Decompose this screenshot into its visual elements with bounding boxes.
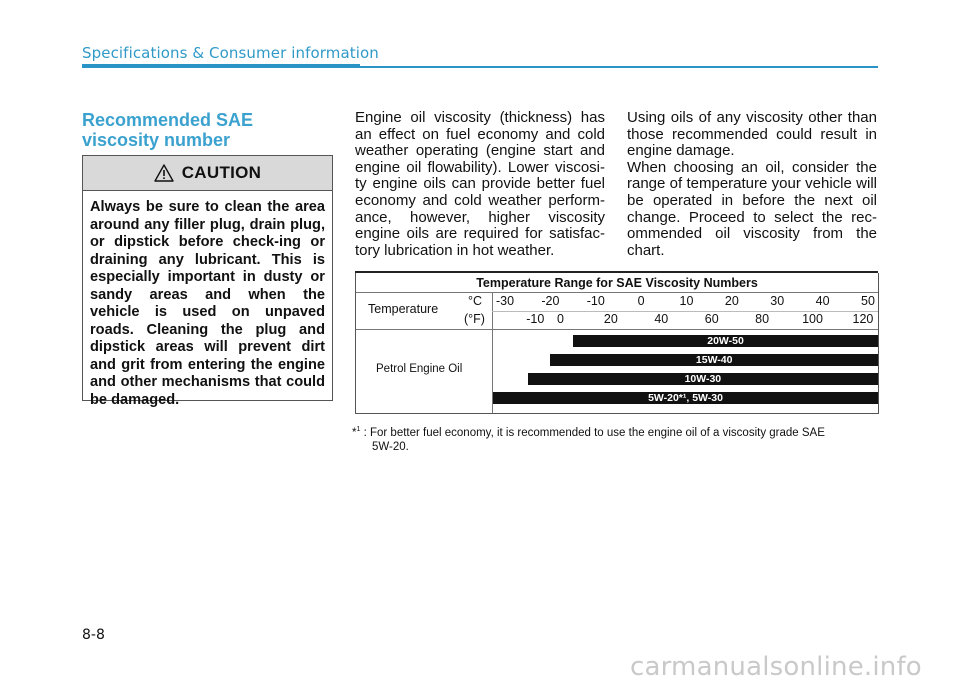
body-column-3-paragraph-2: When choosing an oil, consider the range of temperature your vehicle will be operated in before the next oil change. Proceed to select the rec-ommended oil viscosity from the chart. (627, 158, 877, 259)
fahrenheit-unit: (°F) (464, 312, 485, 326)
fahrenheit-tick-label: 20 (603, 312, 618, 326)
caution-text: Always be sure to clean the area around any filler plug, drain plug, or dipstick before check-ing or draining any lubricant. This is especially important in dusty or sandy areas and when the vehicle is used on unpaved roads. Cleaning the plug and dipstick areas will prevent dirt and grit from entering the engine and other mechanisms that could be damaged. (90, 199, 325, 408)
viscosity-bar: 15W-40 (550, 354, 878, 366)
celsius-tick-label: 0 (637, 294, 645, 308)
fahrenheit-tick-label: 100 (802, 312, 823, 326)
caution-box (82, 155, 333, 408)
celsius-tick-label: -20 (541, 294, 560, 308)
table-row-divider (356, 329, 878, 330)
header-title: Specifications & Consumer information (82, 44, 379, 62)
footnote-marker: * (352, 426, 357, 439)
footnote-superscript: 1 (356, 426, 361, 433)
header-rule-thick (82, 64, 360, 68)
body-column-3-paragraph-1: Using oils of any viscosity other than those recommended could result in engine damage. (627, 109, 877, 160)
header-rule-thin (360, 66, 878, 68)
viscosity-bar: 20W-50 (573, 335, 878, 347)
section-title: Recommended SAE viscosity number (82, 110, 254, 150)
table-title: Temperature Range for SAE Viscosity Numbers (476, 276, 758, 290)
celsius-tick-label: 10 (679, 294, 694, 308)
celsius-tick-label: 20 (724, 294, 739, 308)
celsius-tick-label: 50 (861, 294, 875, 308)
fahrenheit-tick-label: 0 (556, 312, 564, 326)
temperature-label: Temperature (368, 302, 439, 316)
fahrenheit-tick-label: 40 (654, 312, 669, 326)
viscosity-bar: 10W-30 (528, 373, 878, 385)
footnote (352, 423, 880, 454)
petrol-engine-oil-label: Petrol Engine Oil (376, 363, 463, 375)
footnote-line-1 (352, 423, 880, 440)
viscosity-bar: 5W-20*¹, 5W-30 (493, 392, 878, 404)
table-row-divider (356, 292, 878, 293)
fahrenheit-tick-label: 120 (852, 312, 874, 326)
viscosity-table (355, 273, 879, 414)
celsius-tick-label: 30 (770, 294, 785, 308)
warning-triangle-icon (154, 164, 174, 182)
celsius-tick-label: -10 (586, 294, 605, 308)
caution-label: CAUTION (181, 163, 262, 182)
celsius-unit: °C (468, 294, 483, 308)
footnote-text: : For better fuel economy, it is recommended to use the engine oil of a viscosity grade SAE (360, 426, 825, 439)
fahrenheit-tick-label: -10 (526, 312, 545, 326)
body-column-3 (627, 110, 877, 259)
footnote-line-2: 5W-20. (372, 440, 409, 453)
fahrenheit-tick-label: 80 (755, 312, 770, 326)
watermark: carmanualsonline.info (630, 652, 922, 682)
celsius-tick-label: 40 (815, 294, 830, 308)
page-number: 8-8 (82, 627, 105, 643)
body-column-2: Engine oil viscosity (thickness) has an effect on fuel economy and cold weather operating (engine start and engine oil flowability). Lower viscosi-ty engine oils can provide better fuel economy and cold weather perform-ance, however, higher viscosity engine oils are required for satisfac-tory lubrication in hot weather. (355, 109, 605, 259)
celsius-tick-label: -30 (495, 294, 515, 308)
caution-header (83, 156, 332, 191)
fahrenheit-tick-label: 60 (704, 312, 719, 326)
